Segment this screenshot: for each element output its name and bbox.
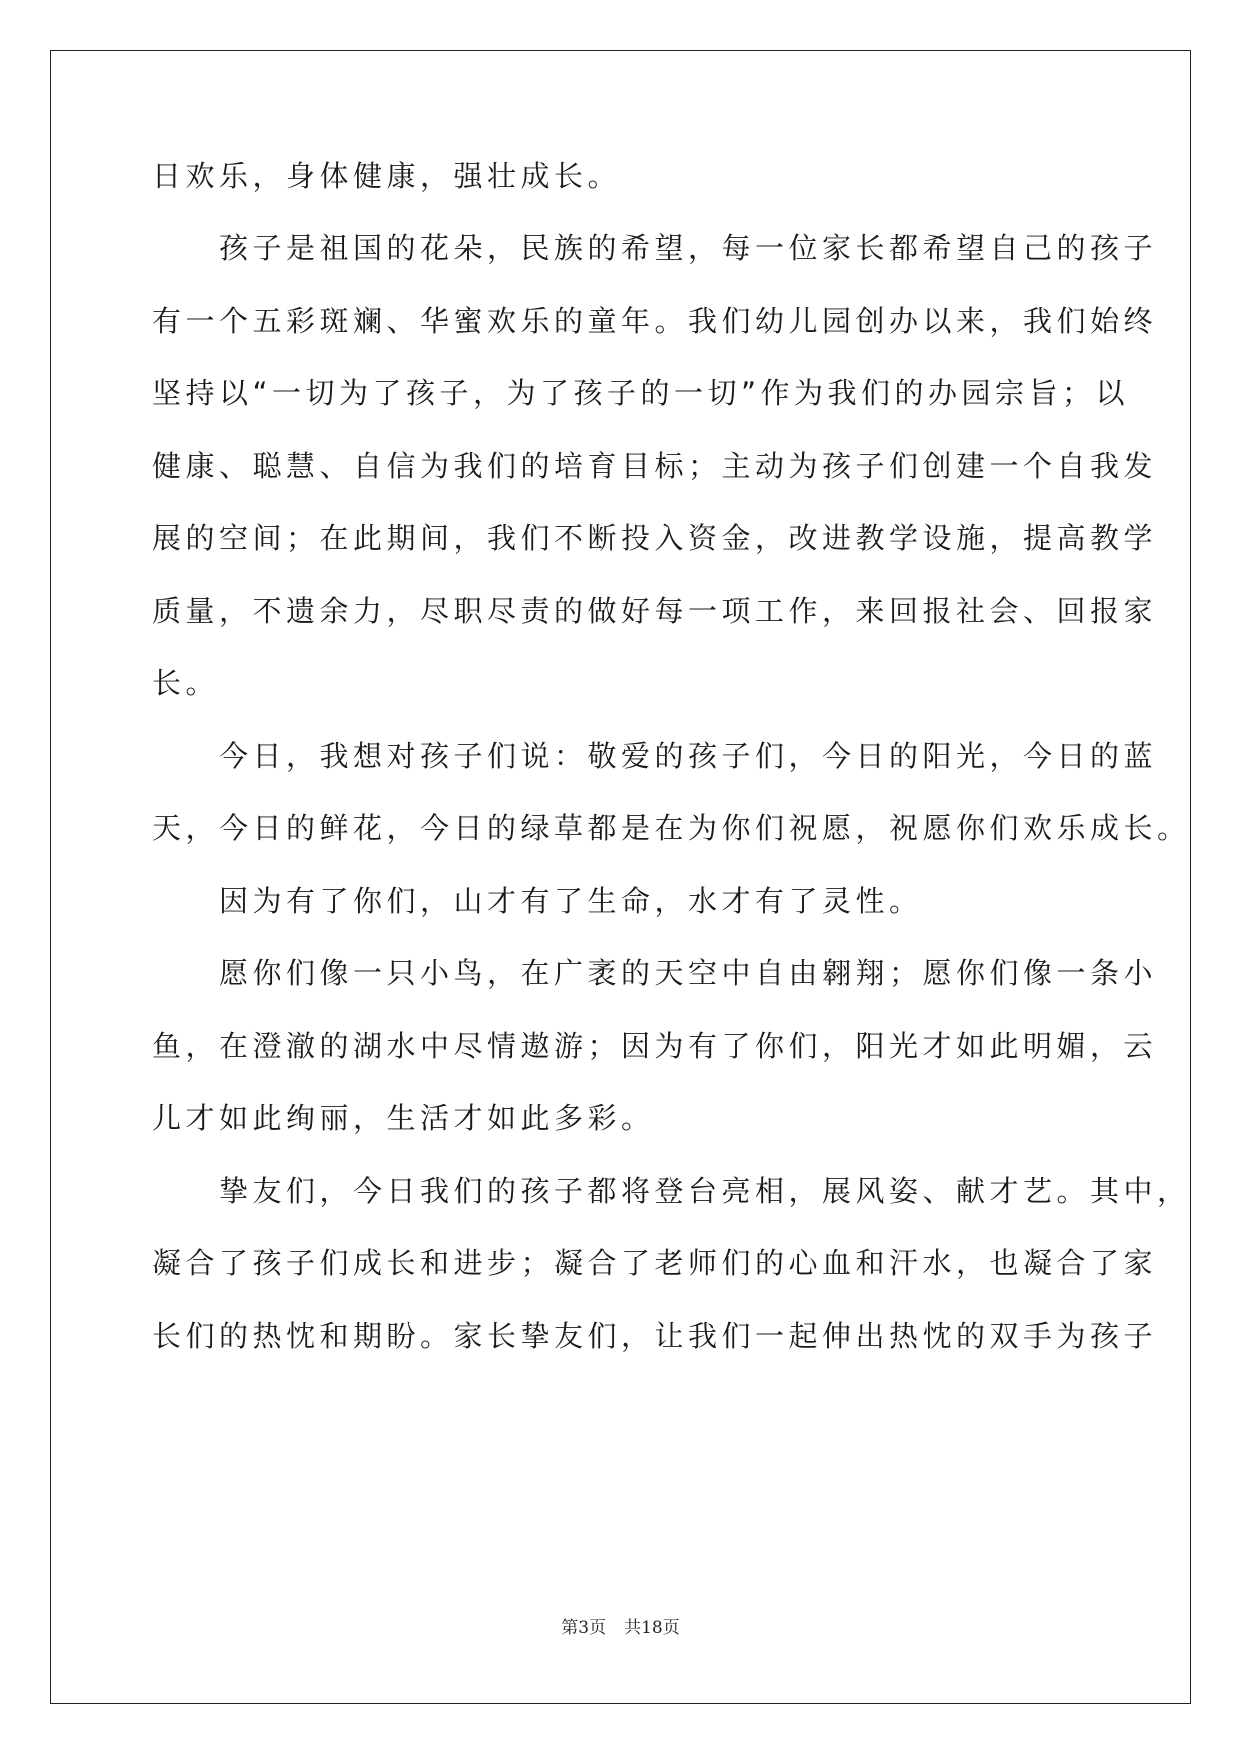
- text-line: 儿才如此绚丽，生活才如此多彩。: [152, 1101, 655, 1135]
- page-number: 第3页: [561, 1618, 607, 1638]
- text-line: 鱼，在澄澈的湖水中尽情遨游；因为有了你们，阳光才如此明媚，云: [152, 1029, 1158, 1063]
- text-line: 天，今日的鲜花，今日的绿草都是在为你们祝愿，祝愿你们欢乐成长。: [152, 811, 1191, 845]
- text-line: 质量，不遗余力，尽职尽责的做好每一项工作，来回报社会、回报家: [152, 594, 1158, 628]
- text-line: 因为有了你们，山才有了生命，水才有了灵性。: [152, 884, 923, 918]
- text-line: 健康、聪慧、自信为我们的培育目标；主动为孩子们创建一个自我发: [152, 449, 1158, 483]
- text-line: 展的空间；在此期间，我们不断投入资金，改进教学设施，提高教学: [152, 521, 1158, 555]
- page-total: 共18页: [624, 1618, 680, 1638]
- text-line: 坚持以“一切为了孩子，为了孩子的一切”作为我们的办园宗旨；以: [152, 376, 1130, 410]
- text-line: 挚友们，今日我们的孩子都将登台亮相，展风姿、献才艺。其中，: [152, 1174, 1191, 1208]
- text-line: 有一个五彩斑斓、华蜜欢乐的童年。我们幼儿园创办以来，我们始终: [152, 304, 1158, 338]
- page-footer: [0, 1617, 1241, 1639]
- text-line: 今日，我想对孩子们说：敬爱的孩子们，今日的阳光，今日的蓝: [152, 739, 1158, 773]
- text-line: 愿你们像一只小鸟，在广袤的天空中自由翱翔；愿你们像一条小: [152, 956, 1158, 990]
- text-line: 日欢乐，身体健康，强壮成长。: [152, 159, 622, 193]
- page-border: [50, 50, 1191, 1704]
- text-line: 孩子是祖国的花朵，民族的希望，每一位家长都希望自己的孩子: [152, 231, 1158, 265]
- text-line: 长。: [152, 666, 220, 700]
- text-line: 长们的热忱和期盼。家长挚友们，让我们一起伸出热忱的双手为孩子: [152, 1319, 1158, 1353]
- text-line: 凝合了孩子们成长和进步；凝合了老师们的心血和汗水，也凝合了家: [152, 1246, 1158, 1280]
